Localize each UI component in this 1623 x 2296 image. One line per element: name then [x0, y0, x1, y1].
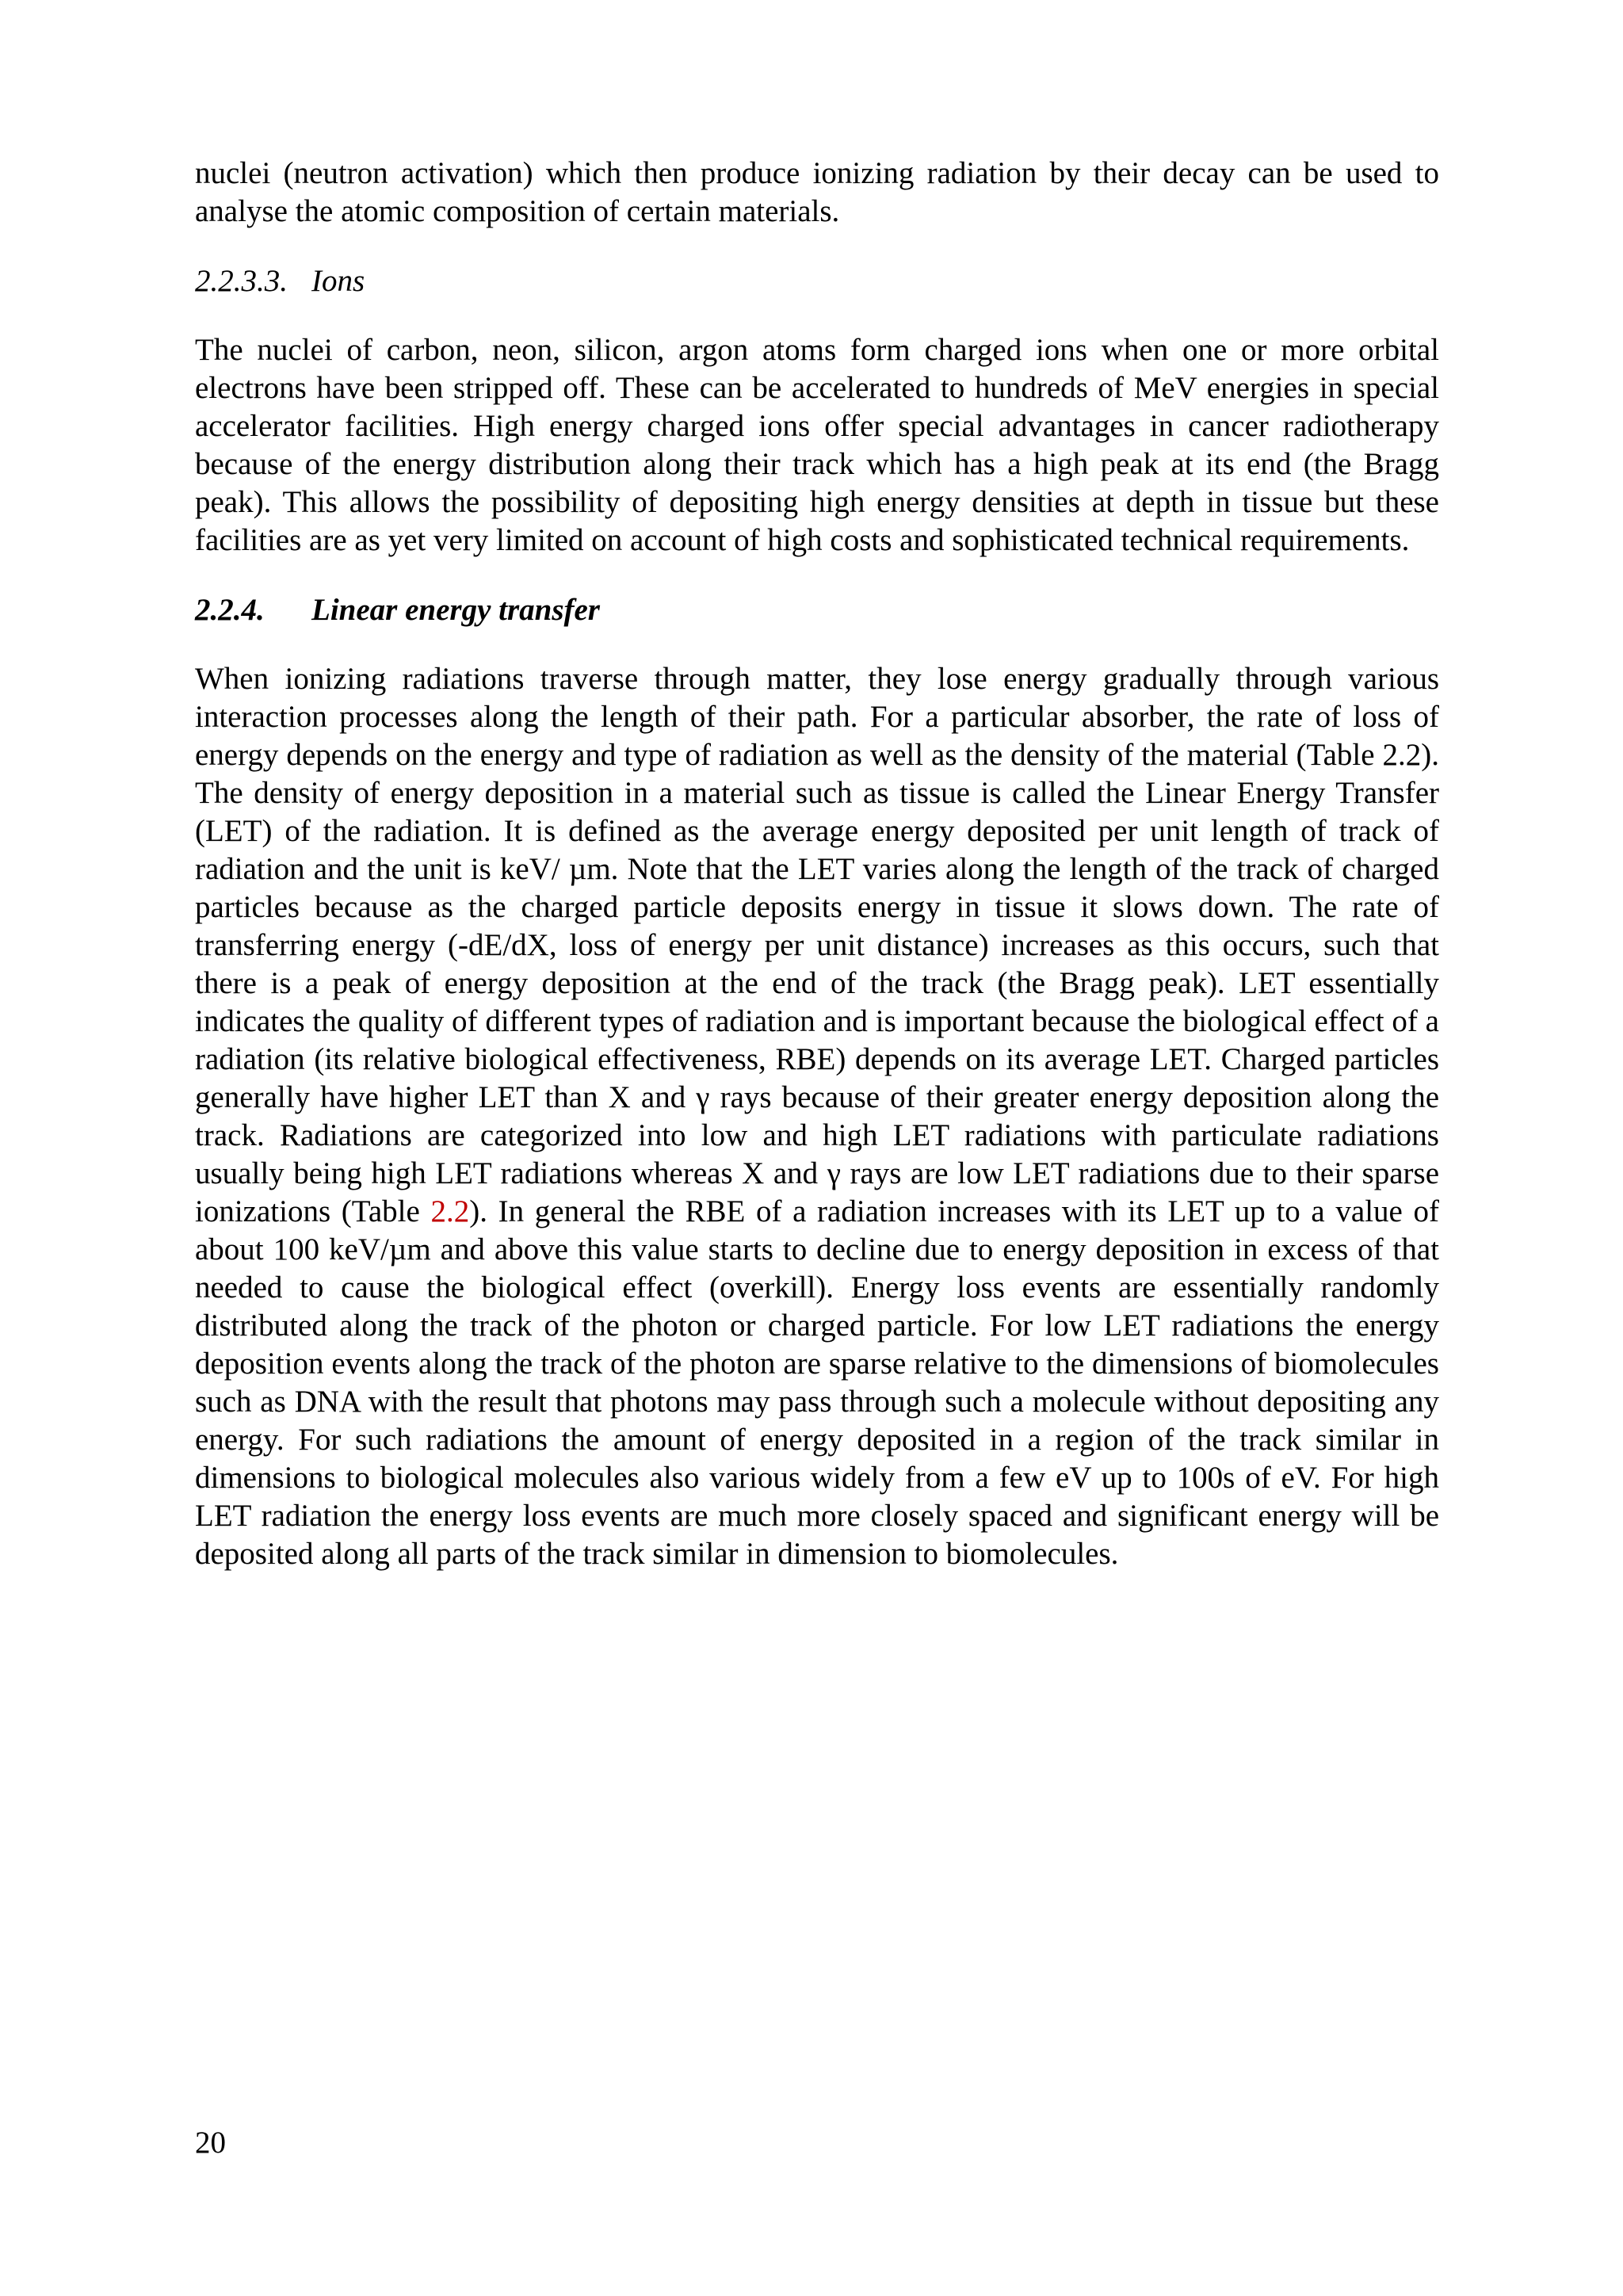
section-heading-linear-energy-transfer	[195, 591, 1439, 629]
paragraph-linear-energy-transfer	[195, 660, 1439, 1573]
paragraph-text-before-ref: When ionizing radiations traverse through matter, they lose energy gradually through various interaction processes along the length of their path. For a particular absorber, the rate of loss of energy depends on the energy and type of radiation as well as the density of the material (Table 2.2). The density of energy deposition in a material such as tissue is called the Linear Energy Transfer (LET) of the radiation. It is defined as the average energy deposited per unit length of track of radiation and the unit is keV/ µm. Note that the LET varies along the length of the track of charged particles because as the charged particle deposits energy in tissue it slows down. The rate of transferring energy (-dE/dX, loss of energy per unit distance) increases as this occurs, such that there is a peak of energy deposition at the end of the track (the Bragg peak). LET essentially indicates the quality of different types of radiation and is important because the biological effect of a radiation (its relative biological effectiveness, RBE) depends on its average LET. Charged particles generally have higher LET than X and γ rays because of their greater energy deposition along the track. Radiations are categorized into low and high LET radiations with particulate radiations usually being high LET radiations whereas X and γ rays are low LET radiations due to their sparse ionizations (Table	[195, 662, 1439, 1228]
section-heading-ions	[195, 262, 1439, 300]
page-number: 20	[195, 2126, 226, 2160]
paragraph-neutron-activation-continued: nuclei (neutron activation) which then produce ionizing radiation by their decay can be used to analyse the atomic composition of certain materials.	[195, 156, 1439, 228]
section-title: Linear energy transfer	[311, 593, 600, 627]
page-body	[195, 155, 1439, 1573]
paragraph-text-after-ref: ). In general the RBE of a radiation increases with its LET up to a value of about 100 keV/µm and above this value starts to decline due to energy deposition in excess of that needed to cause the biological effect (overkill). Energy loss events are essentially randomly distributed along the track of the photon or charged particle. For low LET radiations the energy deposition events along the track of the photon are sparse relative to the dimensions of biomolecules such as DNA with the result that photons may pass through such a molecule without depositing any energy. For such radiations the amount of energy deposited in a region of the track similar in dimensions to biological molecules also various widely from a few eV up to 100s of eV. For high LET radiation the energy loss events are much more closely spaced and significant energy will be deposited along all parts of the track similar in dimension to biomolecules.	[195, 1194, 1439, 1571]
paragraph-ions: The nuclei of carbon, neon, silicon, argon atoms form charged ions when one or more orbital electrons have been stripped off. These can be accelerated to hundreds of MeV energies in special accelerator facilities. High energy charged ions offer special advantages in cancer radiotherapy because of the energy distribution along their track which has a high peak at its end (the Bragg peak). This allows the possibility of depositing high energy densities at depth in tissue but these facilities are as yet very limited on account of high costs and sophisticated technical requirements.	[195, 333, 1439, 557]
section-title: Ions	[311, 264, 365, 298]
section-number: 2.2.4.	[195, 593, 265, 627]
section-number: 2.2.3.3.	[195, 264, 288, 298]
table-reference-link[interactable]: 2.2	[430, 1194, 470, 1228]
